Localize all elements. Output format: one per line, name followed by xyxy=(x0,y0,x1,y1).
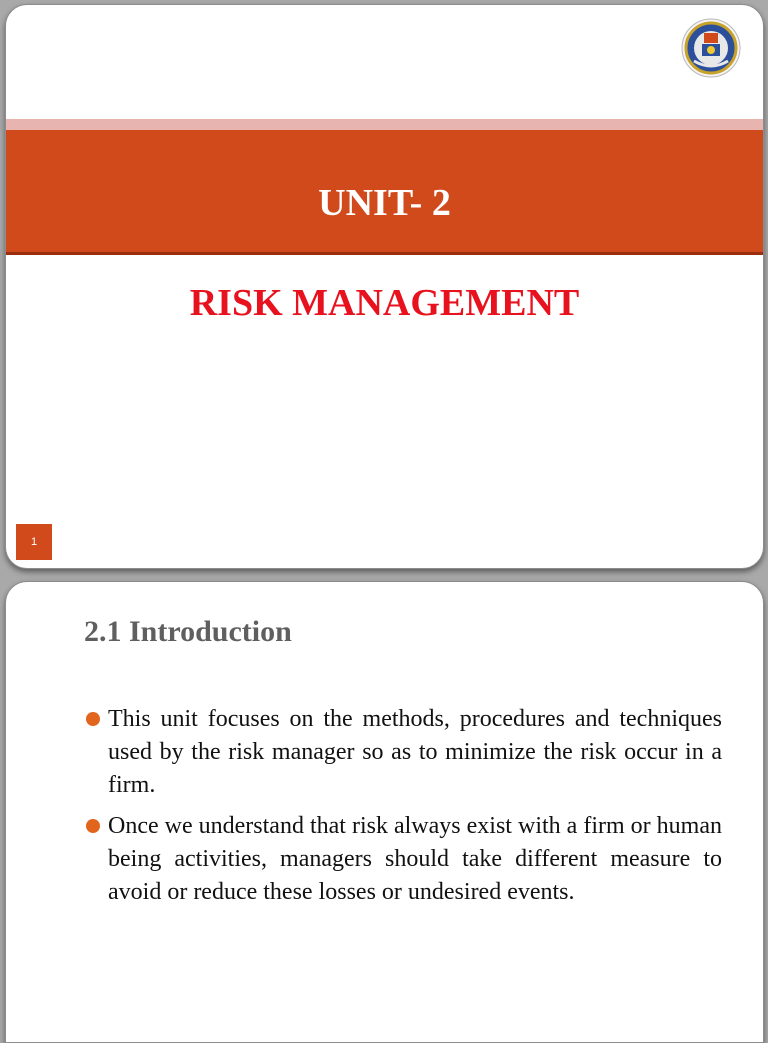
section-heading: 2.1 Introduction xyxy=(84,615,292,648)
slide-1 xyxy=(5,4,764,569)
list-item xyxy=(84,703,722,802)
bullet-dot-icon xyxy=(86,712,100,726)
decorative-strip xyxy=(6,119,763,130)
bullet-text: Once we understand that risk always exist with a firm or human being activities, managers should take different measure to avoid or reduce these losses or undesired events. xyxy=(108,813,722,905)
slide-2 xyxy=(5,581,764,1043)
bullet-list xyxy=(84,703,722,917)
slide-number-badge: 1 xyxy=(16,524,52,560)
university-seal-icon xyxy=(680,17,742,79)
bullet-text: This unit focuses on the methods, procedures and techniques used by the risk manager so as to minimize the risk occur in a firm. xyxy=(108,706,722,798)
main-title: RISK MANAGEMENT xyxy=(189,282,580,324)
list-item xyxy=(84,810,722,909)
bullet-dot-icon xyxy=(86,819,100,833)
unit-title: UNIT- 2 xyxy=(318,182,451,224)
